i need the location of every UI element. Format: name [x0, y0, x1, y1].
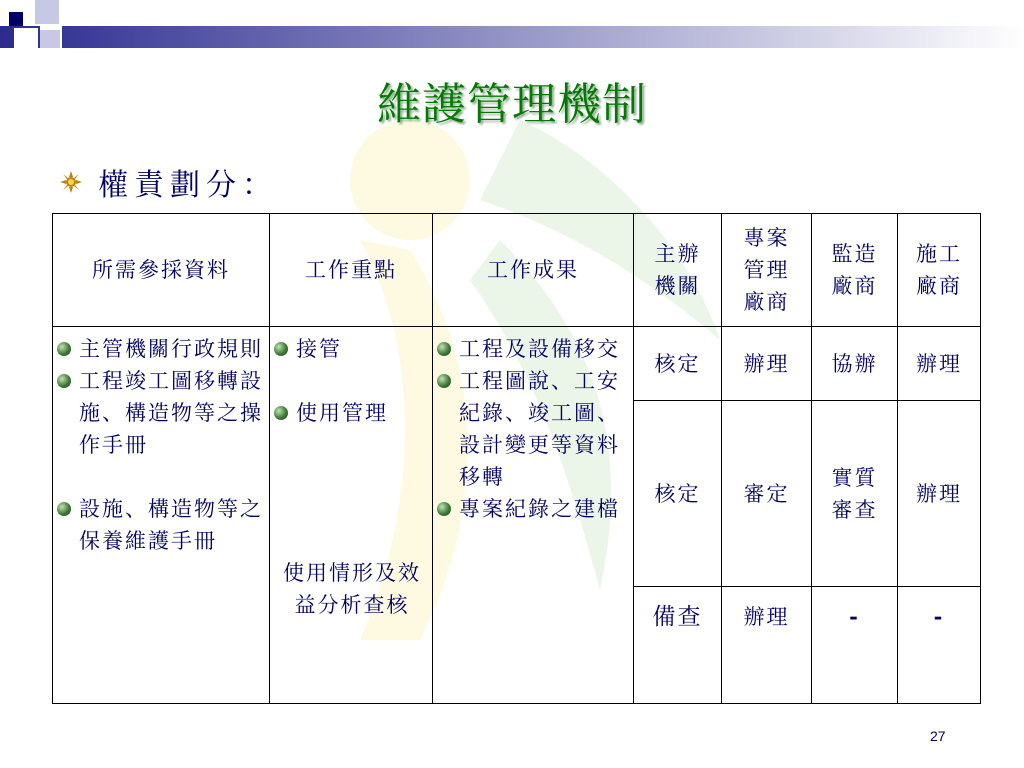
header-cell-supervisor: 監造廠商: [812, 214, 898, 327]
row2-pm-cell: 審定: [722, 401, 812, 587]
header-cell-focus: 工作重點: [270, 214, 433, 327]
row3-contractor-cell: -: [898, 587, 981, 704]
green-ball-bullet-icon: [57, 502, 71, 516]
responsibility-table: [52, 213, 981, 704]
header-cell-agency: 主辦機關: [634, 214, 722, 327]
row2-supervisor-cell: 實質審查: [812, 401, 898, 587]
list-item: 使用管理: [274, 397, 430, 429]
header-cell-reference: 所需參採資料: [53, 214, 270, 327]
slide-title: 維護管理機制: [377, 79, 647, 130]
row3-agency-cell: 備查: [634, 587, 722, 704]
bullet-heading: [60, 160, 278, 204]
list-item: 接管: [274, 333, 430, 365]
row1-contractor-cell: 辦理: [898, 327, 981, 401]
green-ball-bullet-icon: [57, 342, 71, 356]
row1-supervisor-cell: 協辦: [812, 327, 898, 401]
list-item: 工程圖說、工安紀錄、竣工圖、設計變更等資料移轉: [437, 365, 631, 493]
header-cell-result: 工作成果: [433, 214, 634, 327]
green-ball-bullet-icon: [437, 342, 451, 356]
list-item: 工程竣工圖移轉設施、構造物等之操作手冊: [57, 365, 267, 461]
result-cell: [433, 327, 634, 704]
list-item: 主管機關行政規則: [57, 333, 267, 365]
row1-pm-cell: 辦理: [722, 327, 812, 401]
list-item: 使用情形及效益分析查核: [283, 561, 421, 617]
row3-supervisor-cell: -: [812, 587, 898, 704]
sun-bullet-icon: [60, 171, 82, 193]
list-item: 設施、構造物等之保養維護手冊: [57, 493, 267, 557]
table-row: [53, 327, 981, 401]
corner-decoration: [0, 0, 1024, 60]
green-ball-bullet-icon: [274, 406, 288, 420]
green-ball-bullet-icon: [437, 502, 451, 516]
row3-pm-cell: 辦理: [722, 587, 812, 704]
row2-agency-cell: 核定: [634, 401, 722, 587]
header-cell-pm-firm: 專案管理廠商: [722, 214, 812, 327]
green-ball-bullet-icon: [57, 374, 71, 388]
row1-agency-cell: 核定: [634, 327, 722, 401]
row2-contractor-cell: 辦理: [898, 401, 981, 587]
list-item: 專案紀錄之建檔: [437, 493, 631, 525]
reference-cell: [53, 327, 270, 704]
bullet-heading-text: 權責劃分：: [98, 168, 278, 203]
green-ball-bullet-icon: [437, 374, 451, 388]
green-ball-bullet-icon: [274, 342, 288, 356]
header-cell-contractor: 施工廠商: [898, 214, 981, 327]
list-item: 工程及設備移交: [437, 333, 631, 365]
page-number: 27: [930, 728, 946, 744]
focus-cell: [270, 327, 433, 704]
header-row: [53, 214, 981, 327]
